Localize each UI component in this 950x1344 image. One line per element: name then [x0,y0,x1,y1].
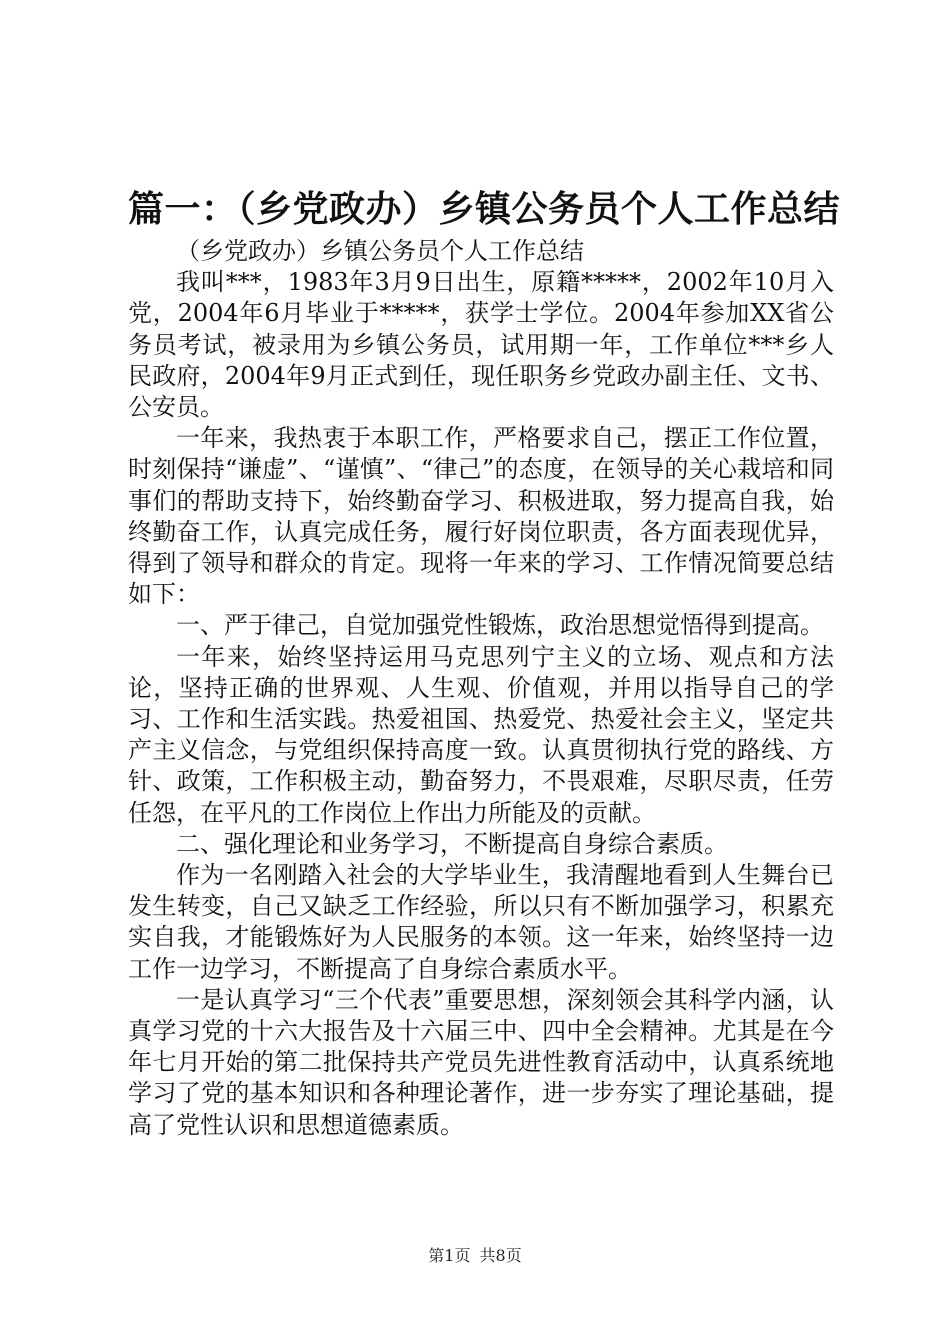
body-paragraph: 一年来，我热衷于本职工作，严格要求自己，摆正工作位置，时刻保持“谦虚”、“谨慎”、“律己”的态度，在领导的关心栽培和同事们的帮助支持下，始终勤奋学习、积极进取，努力提高自我，始终勤奋工作，认真完成任务，履行好岗位职责，各方面表现优异，得到了领导和群众的肯定。现将一年来的学习、工作情况简要总结如下： [128,424,834,609]
document-title: 篇一：（乡党政办）乡镇公务员个人工作总结 [128,189,841,230]
body-paragraph: 作为一名刚踏入社会的大学毕业生，我清醒地看到人生舞台已发生转变，自己又缺乏工作经验，所以只有不断加强学习，积累充实自我，才能锻炼好为人民服务的本领。这一年来，始终坚持一边工作一边学习，不断提高了自身综合素质水平。 [128,861,834,983]
page-number: 第1页 [428,1246,471,1265]
body-paragraph: 我叫***，1983年3月9日出生，原籍*****，2002年10月入党，2004年6月毕业于*****，获学士学位。2004年参加XX省公务员考试，被录用为乡镇公务员，试用期一年，工作单位***乡人民政府，2004年9月正式到任，现任职务乡党政办副主任、文书、公安员。 [128,268,834,422]
page-total: 共8页 [479,1246,522,1265]
subtitle-paragraph: （乡党政办）乡镇公务员个人工作总结 [176,237,584,265]
page-footer [0,1246,950,1266]
body-paragraph: 一年来，始终坚持运用马克思列宁主义的立场、观点和方法论，坚持正确的世界观、人生观、价值观，并用以指导自己的学习、工作和生活实践。热爱祖国、热爱党、热爱社会主义，坚定共产主义信念，与党组织保持高度一致。认真贯彻执行党的路线、方针、政策，工作积极主动，勤奋努力，不畏艰难，尽职尽责，任劳任怨，在平凡的工作岗位上作出力所能及的贡献。 [128,642,834,827]
body-paragraph: 一是认真学习“三个代表”重要思想，深刻领会其科学内涵，认真学习党的十六大报告及十六届三中、四中全会精神。尤其是在今年七月开始的第二批保持共产党员先进性教育活动中，认真系统地学习了党的基本知识和各种理论著作，进一步夯实了理论基础，提高了党性认识和思想道德素质。 [128,985,834,1139]
section-heading: 二、强化理论和业务学习，不断提高自身综合素质。 [176,829,728,858]
section-heading: 一、严于律己，自觉加强党性锻炼，政治思想觉悟得到提高。 [176,611,824,640]
document-body [128,236,834,1141]
